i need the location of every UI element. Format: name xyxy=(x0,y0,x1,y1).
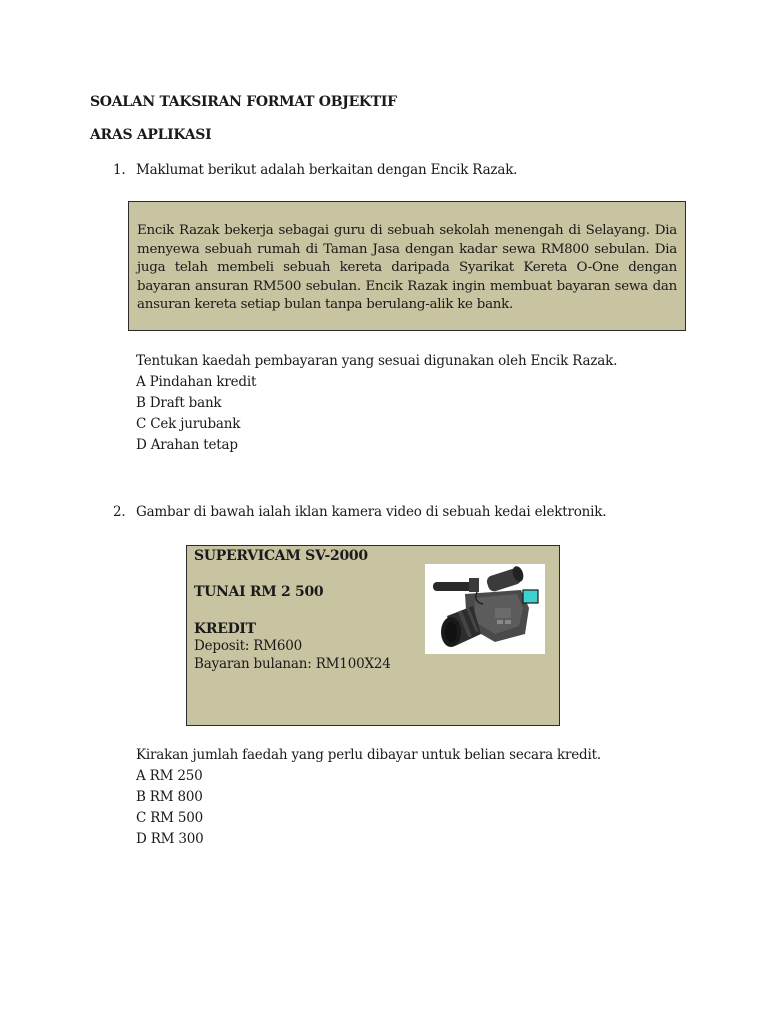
question-1-option-c: C Cek jurubank xyxy=(136,416,241,432)
advert-credit-label: KREDIT xyxy=(194,621,256,637)
question-1-number: 1. xyxy=(113,162,126,178)
question-1-info-text: Encik Razak bekerja sebagai guru di sebuah sekolah menengah di Selayang. Dia menyewa sebuah rumah di Taman Jasa dengan kadar sewa RM800 sebulan. Dia juga telah membeli sebuah kereta daripada Syarikat Kereta O-One dengan bayaran ansuran RM500 sebulan. Encik Razak ingin membuat bayaran sewa dan ansuran kereta setiap bulan tanpa berulang-alik ke bank. xyxy=(137,223,677,313)
question-1-options xyxy=(136,372,256,456)
camera-advert-box xyxy=(186,545,560,726)
advert-cash-price: TUNAI RM 2 500 xyxy=(194,584,324,600)
question-1-option-d: D Arahan tetap xyxy=(136,437,238,453)
document-subtitle: ARAS APLIKASI xyxy=(90,127,212,143)
document-title: SOALAN TAKSIRAN FORMAT OBJEKTIF xyxy=(90,94,397,110)
question-1-prompt: Tentukan kaedah pembayaran yang sesuai digunakan oleh Encik Razak. xyxy=(136,353,618,369)
question-2-prompt: Kirakan jumlah faedah yang perlu dibayar untuk belian secara kredit. xyxy=(136,747,601,763)
question-2-option-d: D RM 300 xyxy=(136,831,204,847)
question-2-intro: Gambar di bawah ialah iklan kamera video di sebuah kedai elektronik. xyxy=(136,504,607,520)
advert-product-name: SUPERVICAM SV-2000 xyxy=(194,548,368,564)
question-1-intro: Maklumat berikut adalah berkaitan dengan Encik Razak. xyxy=(136,162,518,178)
question-2-option-c: C RM 500 xyxy=(136,810,204,826)
video-camera-icon xyxy=(425,564,545,654)
question-2-option-a: A RM 250 xyxy=(136,768,203,784)
question-2-options xyxy=(136,766,204,850)
advert-monthly-payment: Bayaran bulanan: RM100X24 xyxy=(194,656,391,672)
advert-deposit: Deposit: RM600 xyxy=(194,638,303,654)
question-1-option-a: A Pindahan kredit xyxy=(136,374,257,390)
question-2-number: 2. xyxy=(113,504,126,520)
question-1-option-b: B Draft bank xyxy=(136,395,222,411)
question-1-info-box xyxy=(128,201,686,331)
question-2-option-b: B RM 800 xyxy=(136,789,203,805)
